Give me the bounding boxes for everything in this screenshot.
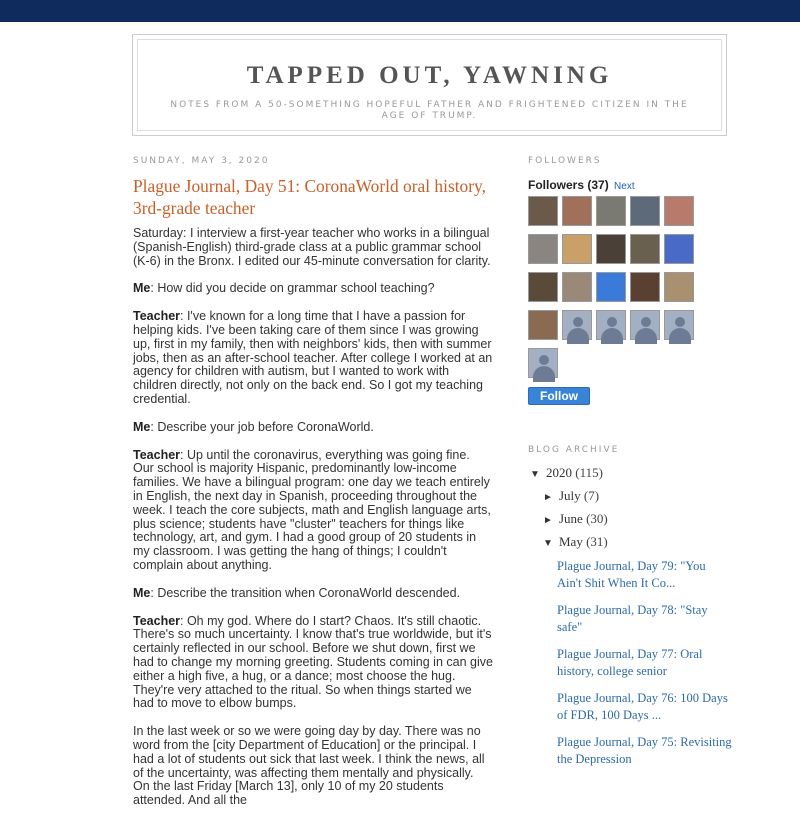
collapsed-toggle-icon[interactable]: ► — [543, 492, 553, 503]
post-title[interactable]: Plague Journal, Day 51: CoronaWorld oral history, 3rd-grade teacher — [133, 176, 486, 218]
follower-avatar[interactable] — [562, 310, 592, 340]
archive-post-link[interactable]: Plague Journal, Day 75: Revisiting the Depression — [557, 735, 732, 766]
follower-avatar[interactable] — [596, 272, 626, 302]
follower-avatar[interactable] — [528, 310, 558, 340]
blog-header-inner — [137, 39, 722, 131]
post-intro: Saturday: I interview a first-year teacher who works in a bilingual (Spanish-English) third-grade class at a public grammar school (K-6) in the Bronx. I edited our 45-minute conversation for clarity. — [133, 226, 491, 268]
follower-avatar[interactable] — [528, 348, 558, 378]
archive-row — [528, 464, 748, 487]
blog-title[interactable]: TAPPED OUT, YAWNING — [246, 62, 613, 89]
follower-avatar[interactable] — [528, 234, 558, 264]
archive-row — [528, 533, 748, 556]
qa-paragraph — [133, 449, 493, 573]
qa-text: : Oh my god. Where do I start? Chaos. It's still chaotic. There's so much uncertainty. I know that's true worldwide, but it's certainly reflected in our school. Before we shut down, first we had to change my morning greeting. Students coming in can give either a high five, a hug, or a dance; most choose the hug. They're very attached to the ritual. So when things started we had to move to elbow bumps. — [133, 613, 493, 711]
qa-text: : Describe the transition when CoronaWorld descended. — [150, 585, 461, 600]
followers-label: Followers (37) — [528, 178, 609, 192]
qa-paragraph — [133, 587, 493, 601]
follower-avatar[interactable] — [630, 234, 660, 264]
followers-count — [528, 178, 748, 192]
follower-avatar[interactable] — [596, 310, 626, 340]
archive-period-link[interactable]: 2020 — [546, 465, 572, 480]
archive-count: (30) — [582, 511, 608, 526]
archive-post-link[interactable]: Plague Journal, Day 76: 100 Days of FDR, 100 Days ... — [557, 691, 728, 722]
qa-paragraph — [133, 310, 493, 407]
qa-text: : Describe your job before CoronaWorld. — [150, 419, 374, 434]
follower-avatar[interactable] — [562, 272, 592, 302]
follower-avatar[interactable] — [630, 272, 660, 302]
speaker-label: Me — [133, 585, 151, 600]
follower-avatar[interactable] — [562, 234, 592, 264]
archive-count: (115) — [572, 465, 603, 480]
archive-post-link[interactable]: Plague Journal, Day 78: "Stay safe" — [557, 603, 708, 634]
follower-avatar[interactable] — [664, 196, 694, 226]
archive-count: (31) — [582, 534, 608, 549]
archive-row — [528, 510, 748, 533]
follower-avatar[interactable] — [596, 196, 626, 226]
blog-description: NOTES FROM A 50-SOMETHING HOPEFUL FATHER AND FRIGHTENED CITIZEN IN THE AGE OF TRUMP. — [170, 100, 689, 121]
archive-count: (7) — [580, 488, 600, 503]
follower-avatar[interactable] — [562, 196, 592, 226]
archive-period-link[interactable]: July — [559, 488, 581, 503]
archive-post-list — [528, 558, 748, 768]
follower-avatar[interactable] — [664, 234, 694, 264]
blog-header — [132, 34, 727, 136]
follower-avatar[interactable] — [528, 272, 558, 302]
follower-avatar[interactable] — [664, 272, 694, 302]
main-column — [133, 156, 493, 822]
follower-avatar[interactable] — [630, 310, 660, 340]
qa-text: : I've known for a long time that I have a passion for helping kids. I've been taking care of them since I was growing up, first in my family, then with neighbors' kids, then with summer jobs, then as an after-school teacher. After college I worked at an agency for children with autism, but I wanted to work with children directly, not only on the back end. So I got my teaching credential. — [133, 309, 493, 406]
archive-header: BLOG ARCHIVE — [528, 445, 620, 455]
follower-avatar-grid — [528, 196, 748, 378]
blog-archive — [528, 445, 748, 768]
archive-period-link[interactable]: June — [559, 511, 583, 526]
post-closing: In the last week or so we were going day by day. There was no word from the [city Department of Education] or the principal. I had a lot of students out sick that last week. I think the news, all of the uncertainty, was affecting them mentally and physically. On the last Friday [March 13], only 10 of my 20 students attended. And all the — [133, 724, 485, 808]
followers-next-link[interactable]: Next — [614, 181, 635, 192]
qa-paragraph — [133, 615, 493, 712]
follower-avatar[interactable] — [596, 234, 626, 264]
sidebar — [528, 156, 748, 778]
speaker-label: Teacher — [133, 613, 181, 628]
qa-paragraph — [133, 282, 493, 296]
collapsed-toggle-icon[interactable]: ► — [543, 515, 553, 526]
follow-button[interactable]: Follow — [528, 387, 590, 405]
archive-period-link[interactable]: May — [559, 534, 583, 549]
post-date: SUNDAY, MAY 3, 2020 — [133, 156, 270, 166]
archive-post-link[interactable]: Plague Journal, Day 79: "You Ain't Shit When It Co... — [557, 559, 706, 590]
post-body — [133, 227, 493, 808]
follower-avatar[interactable] — [528, 196, 558, 226]
speaker-label: Teacher — [133, 447, 181, 462]
follower-avatar[interactable] — [630, 196, 660, 226]
archive-list — [528, 464, 748, 556]
speaker-label: Teacher — [133, 309, 181, 324]
followers-header: FOLLOWERS — [528, 156, 602, 166]
qa-paragraph — [133, 421, 493, 435]
qa-text: : How did you decide on grammar school teaching? — [150, 281, 435, 296]
follower-avatar[interactable] — [664, 310, 694, 340]
speaker-label: Me — [133, 419, 151, 434]
expanded-toggle-icon[interactable]: ▼ — [530, 469, 540, 480]
archive-post-link[interactable]: Plague Journal, Day 77: Oral history, college senior — [557, 647, 703, 678]
expanded-toggle-icon[interactable]: ▼ — [543, 538, 553, 549]
qa-text: : Up until the coronavirus, everything was going fine. Our school is majority Hispanic, predominantly low-income families. We have a bilingual program: one day we teach entirely in English, the next day in Spanish, proceeding throughout the week. I teach the core subjects, math and English language arts, plus science; students have "cluster" teachers for things like technology, art, and gym. I had a good group of 20 students in my classroom. I was getting the hang of things; I couldn't complain about anything. — [133, 447, 491, 572]
archive-row — [528, 487, 748, 510]
speaker-label: Me — [133, 281, 151, 296]
blogger-navbar — [0, 0, 800, 22]
